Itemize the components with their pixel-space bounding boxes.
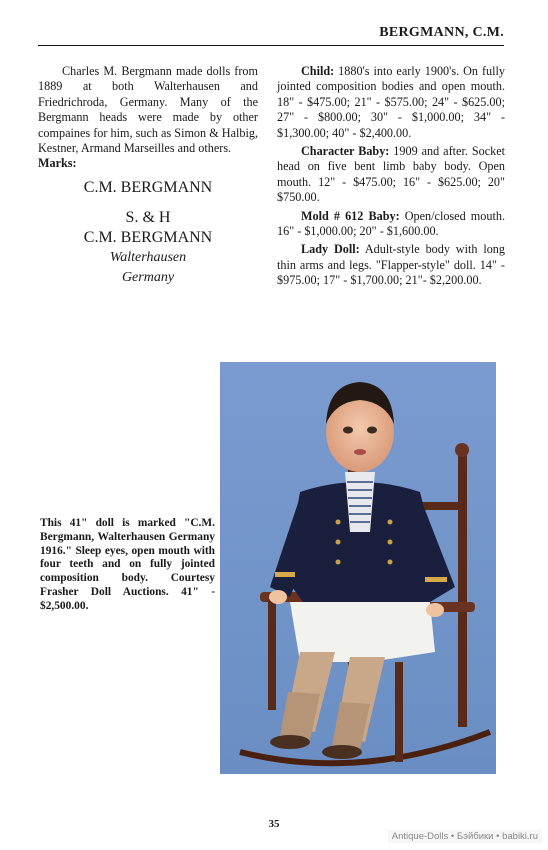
- page-header: [38, 25, 504, 46]
- entry-text: 1909 and after. Socket head on five bent limb baby body. Open mouth. 12" - $475.00; 16" - $625.00; 20" $750.00.: [277, 144, 505, 205]
- left-column: [38, 64, 258, 288]
- entry-label: Character Baby:: [301, 144, 390, 159]
- entry-child: [277, 64, 505, 141]
- doll-illustration: [220, 362, 496, 774]
- entry-text: Adult-style body with long thin arms and legs. "Flapper-style" doll. 14" - $975.00; 17" - $1,700.00; 21"- $2,200.00.: [277, 242, 505, 288]
- entry-label: Mold # 612 Baby:: [301, 208, 400, 223]
- page-number: 35: [268, 818, 280, 830]
- running-head-title: BERGMANN, C.M.: [379, 25, 504, 40]
- mark-germany: Germany: [121, 269, 175, 285]
- watermark: Antique-Dolls • Бэйбики • babiki.ru: [388, 830, 542, 843]
- intro-paragraph: Charles M. Bergmann made dolls from 1889 at both Walterhausen and Friedrichroda, Germany. Many of the Bergmann heads were made by other compaines for him, such as Simon & Halbig, Kestner, Armand Marseilles and others.: [38, 64, 258, 156]
- entry-character-baby: [277, 144, 505, 206]
- mark-cm-bergmann-2: C.M. BERGMANN: [83, 228, 213, 246]
- entry-label: Lady Doll:: [301, 242, 360, 257]
- mark-walterhausen: Walterhausen: [109, 249, 187, 265]
- entry-label: Child:: [301, 64, 335, 78]
- marks-label: Marks:: [38, 156, 77, 171]
- entry-lady-doll: [277, 242, 505, 288]
- entry-text: 1880's into early 1900's. On fully jointed composition bodies and open mouth. 18" - $475.00; 21" - $575.00; 24" - $625.00; 27" - $800.00; 30" - $1,000.00; 34" - $1,300.00; 40" - $2,400.00.: [277, 64, 505, 140]
- right-column: [277, 64, 505, 292]
- mark-sh-line: S. & H: [125, 208, 171, 226]
- mark-cm-bergmann: C.M. BERGMANN: [83, 178, 213, 196]
- entry-mold-612: [277, 209, 505, 240]
- entry-text: Open/closed mouth. 16" - $1,000.00; 20" - $1,600.00.: [277, 208, 505, 239]
- photo-caption: This 41" doll is marked "C.M. Bergmann, Walterhausen Germany 1916." Sleep eyes, open mouth with four teeth and on fully jointed composition body. Courtesy Frasher Doll Auctions. 41" - $2,500.00.: [40, 517, 215, 612]
- doll-photograph: [220, 362, 496, 774]
